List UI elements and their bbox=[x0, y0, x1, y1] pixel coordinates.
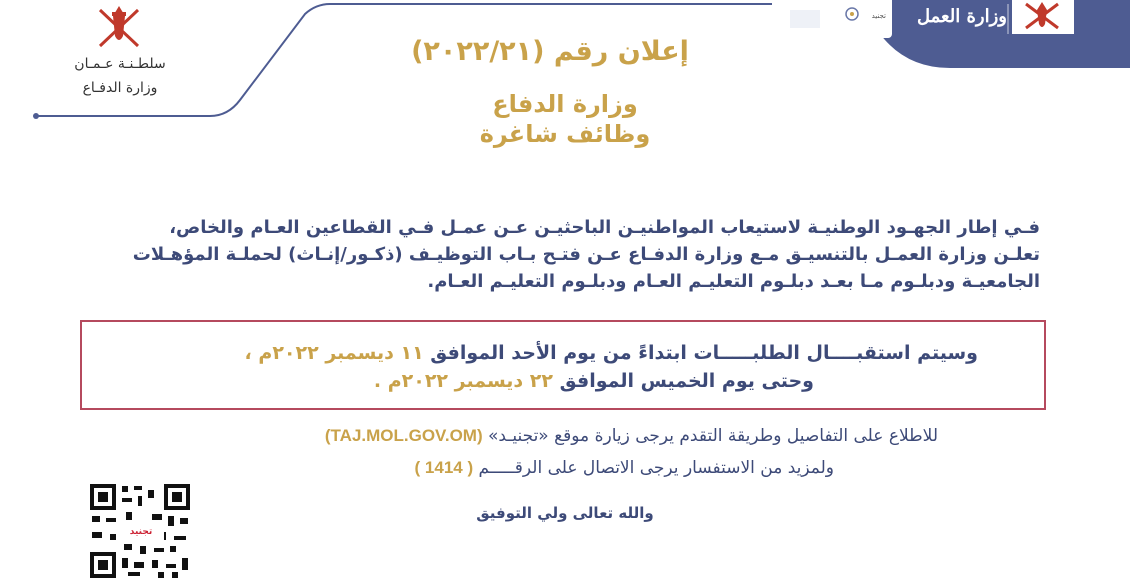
announcement-body bbox=[60, 214, 1040, 295]
website-info-line bbox=[325, 426, 938, 446]
end-date-line bbox=[374, 370, 814, 392]
body-line: تعلـن وزارة العمـل بالتنسيـق مـع وزارة الدفـاع عـن فتـح بـاب التوظيـف (ذكـور/إنـاث) لحملـة المؤهـلات bbox=[132, 244, 1040, 265]
end-date: ٢٢ ديسمبر ٢٠٢٢م . bbox=[373, 370, 553, 392]
application-dates-box bbox=[80, 320, 1046, 410]
sultanate-label: سلطـنـة عـمـان bbox=[74, 56, 166, 72]
partner-logo-text: تجنيد bbox=[871, 12, 886, 20]
oman-emblem-icon bbox=[92, 2, 146, 52]
end-date-prefix: وحتى يوم الخميس الموافق bbox=[559, 370, 814, 392]
qr-badge: تجنيد bbox=[118, 524, 164, 540]
ministry-of-defence-label: وزارة الدفـاع bbox=[82, 80, 158, 96]
phone-number[interactable]: ( 1414 ) bbox=[414, 458, 474, 477]
body-line: الجامعيـة ودبلـوم مـا بعـد دبلـوم التعليـم العـام ودبلـوم التعليـم العـام. bbox=[427, 271, 1040, 292]
start-date-prefix: وسيتم استقبــــال الطلبـــــات ابتداءً من يوم الأحد الموافق bbox=[430, 342, 978, 364]
phone-info-text: ولمزيد من الاستفسار يرجى الاتصال على الرقـــــم bbox=[478, 458, 834, 478]
start-date: ١١ ديسمبر ٢٠٢٢م ، bbox=[244, 342, 424, 364]
start-date-line bbox=[245, 342, 978, 364]
announcement-number: إعلان رقم (٢٠٢٢/٢١) bbox=[411, 36, 689, 67]
website-info-text: للاطلاع على التفاصيل وطريقة التقدم يرجى زيارة موقع «تجنيـد» bbox=[488, 426, 938, 446]
announcement-ministry: وزارة الدفاع bbox=[492, 90, 638, 118]
ministry-of-labour-text: وزارة العمل bbox=[917, 6, 1007, 27]
phone-info-line bbox=[415, 458, 834, 478]
website-url-link[interactable]: (TAJ.MOL.GOV.OM) bbox=[324, 426, 483, 445]
body-line: فـي إطار الجهـود الوطنيـة لاستيعاب المواطنيـن الباحثيـن عـن عمـل فـي القطاعين العـام والخاص، bbox=[169, 217, 1040, 238]
announcement-subtitle: وظائف شاغرة bbox=[479, 120, 651, 148]
closing-text: والله تعالى ولي التوفيق bbox=[476, 504, 654, 522]
